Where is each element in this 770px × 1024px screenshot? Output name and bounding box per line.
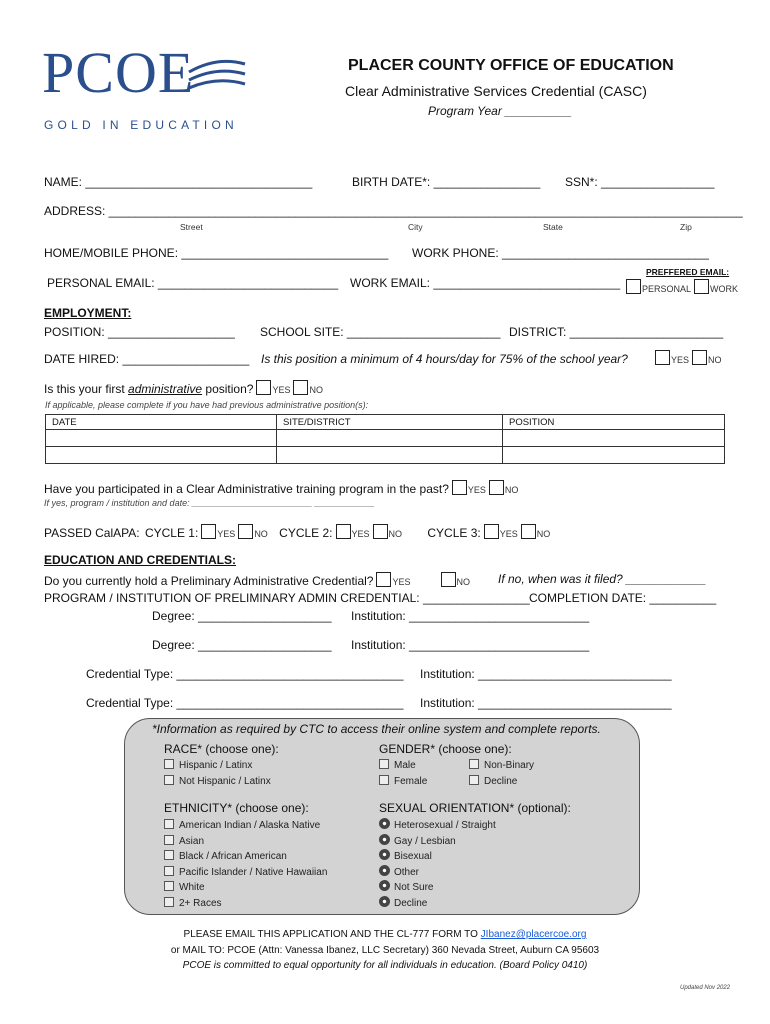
race-option[interactable] [164,774,279,790]
employment-heading: EMPLOYMENT: [44,306,132,320]
preferred-work-checkbox[interactable] [694,279,709,294]
minimum-hours-question: Is this position a minimum of 4 hours/day for 75% of the school year? [261,352,628,366]
preferred-personal-checkbox[interactable] [626,279,641,294]
personal-email-field[interactable]: PERSONAL EMAIL: ___________________________ [47,276,339,290]
degree-institution-field-1[interactable]: Institution: ___________________________ [351,609,590,623]
preferred-work-label: WORK [710,284,739,294]
prelim-question-text: Do you currently hold a Preliminary Administrative Credential? [44,574,374,588]
name-field[interactable]: NAME: __________________________________ [44,175,313,189]
education-heading: EDUCATION AND CREDENTIALS: [44,553,236,567]
first-admin-text-post: position? [202,382,254,396]
orientation-option-label: Not Sure [394,882,434,893]
gender-heading: GENDER* (choose one): [379,742,512,756]
training-yes-label: YES [467,485,486,495]
first-admin-yes-label: YES [272,385,291,395]
gender-option-label: Female [394,775,428,787]
ethnicity-option-label: American Indian / Alaska Native [179,820,321,831]
degree-field-2[interactable]: Degree: ____________________ [152,638,332,652]
program-year[interactable]: Program Year __________ [428,104,572,118]
orientation-option[interactable] [379,834,571,850]
first-admin-text-pre: Is this your first [44,382,129,396]
ethnicity-option[interactable] [164,849,327,865]
training-question [44,480,518,496]
orientation-section [379,801,571,911]
footer-equal-opportunity: PCOE is committed to equal opportunity for all individuals in education. (Board Policy 0410) [182,960,588,971]
preferred-email-label: PREFFERED EMAIL: [646,267,730,277]
ssn-field[interactable]: SSN*: _________________ [565,175,715,189]
ethnicity-option[interactable] [164,834,327,850]
orientation-radio-icon[interactable] [379,849,390,860]
logo-tagline: GOLD IN EDUCATION [44,118,238,132]
ctc-note: *Information as required by CTC to access their online system and complete reports. [152,722,601,736]
cycle1-yes-label: YES [217,529,236,539]
work-phone-field[interactable]: WORK PHONE: _______________________________ [412,246,709,260]
first-admin-no-checkbox[interactable] [293,380,308,395]
race-option-checkbox[interactable] [164,775,174,785]
ethnicity-option-checkbox[interactable] [164,866,174,876]
school-site-field[interactable]: SCHOOL SITE: _______________________ [260,325,501,339]
ethnicity-option-label: White [179,882,205,893]
updated-date: Updated Nov 2022 [680,985,731,991]
gender-option[interactable] [469,760,534,771]
min-hours-yes-label: YES [671,355,690,365]
gender-option-checkbox[interactable] [379,775,389,785]
ethnicity-option-checkbox[interactable] [164,897,174,907]
page-subtitle: Clear Administrative Services Credential (CASC) [345,83,647,99]
footer-mail-line: or MAIL TO: PCOE (Attn: Vanessa Ibanez, LLC Secretary) 360 Nevada Street, Auburn CA 95603 [170,945,600,956]
table-cell[interactable] [46,430,277,447]
gender-option-label: Non-Binary [484,760,535,771]
district-field[interactable]: DISTRICT: _______________________ [509,325,724,339]
ethnicity-option[interactable] [164,818,327,834]
ethnicity-option-label: 2+ Races [179,897,222,909]
ethnicity-option[interactable] [164,896,327,912]
orientation-heading: SEXUAL ORIENTATION* (optional): [379,801,571,815]
prelim-yes-label: YES [392,577,411,587]
table-header-date: DATE [46,415,277,430]
previous-position-note: If applicable, please complete if you have had previous administrative position(s): [45,400,369,410]
gender-option[interactable] [379,758,469,774]
orientation-radio-icon[interactable] [379,834,390,845]
cycle2-no-label: NO [388,529,403,539]
orientation-radio-icon[interactable] [379,865,390,876]
orientation-option-label: Heterosexual / Straight [394,820,496,831]
cycle3-no-checkbox[interactable] [521,524,536,539]
cycle1-label: CYCLE 1: [144,526,199,540]
pcoe-logo [42,40,257,136]
prelim-no-checkbox[interactable] [441,572,456,587]
preferred-personal-label: PERSONAL [642,284,692,294]
gender-option-checkbox[interactable] [469,775,479,785]
orientation-option-label: Bisexual [394,851,432,862]
orientation-option[interactable] [379,865,571,881]
table-cell[interactable] [277,430,503,447]
race-option-checkbox[interactable] [164,759,174,769]
table-row [46,447,725,464]
table-cell[interactable] [503,430,725,447]
gender-option-label: Male [394,760,416,771]
orientation-option[interactable] [379,849,571,865]
table-row [46,430,725,447]
cycle2-no-checkbox[interactable] [373,524,388,539]
prelim-yes-checkbox[interactable] [376,572,391,587]
table-cell[interactable] [277,447,503,464]
logo-wordmark: PCOE [42,40,195,105]
orientation-option-label: Gay / Lesbian [394,835,456,847]
table-cell[interactable] [503,447,725,464]
training-no-label: NO [504,485,519,495]
min-hours-yes-checkbox[interactable] [655,350,670,365]
first-admin-question [44,380,323,396]
first-admin-text-emph: administrative [128,382,203,396]
ethnicity-option-label: Asian [179,835,205,847]
gender-option-label: Decline [484,775,518,787]
credential-institution-field-1[interactable]: Institution: _____________________________ [420,667,672,681]
completion-date-field[interactable]: COMPLETION DATE: __________ [529,591,717,605]
date-hired-field[interactable]: DATE HIRED: ___________________ [44,352,250,366]
training-question-text: Have you participated in a Clear Administrative training program in the past? [44,482,449,496]
table-cell[interactable] [46,447,277,464]
minimum-hours-options [652,350,722,366]
calapa-row [44,524,550,540]
page-title: PLACER COUNTY OFFICE OF EDUCATION [348,57,674,74]
race-heading: RACE* (choose one): [164,742,279,756]
table-header-row [46,415,725,430]
ethnicity-option-checkbox[interactable] [164,819,174,829]
race-option-label: Not Hispanic / Latinx [179,775,271,787]
cycle1-no-checkbox[interactable] [238,524,253,539]
min-hours-no-label: NO [708,355,722,365]
cycle3-yes-label: YES [499,529,518,539]
address-city-label: City [408,222,423,232]
orientation-option-label: Other [394,866,420,878]
cycle2-yes-label: YES [351,529,370,539]
gender-option[interactable] [469,776,517,787]
orientation-option[interactable] [379,896,571,912]
birth-date-field[interactable]: BIRTH DATE*: ________________ [352,175,541,189]
preferred-email-options [623,279,738,295]
position-field[interactable]: POSITION: ___________________ [44,325,235,339]
address-zip-label: Zip [680,222,692,232]
orientation-option-label: Decline [394,897,428,909]
ethnicity-option-checkbox[interactable] [164,881,174,891]
cycle3-yes-checkbox[interactable] [484,524,499,539]
credential-type-field-2[interactable]: Credential Type: __________________________________ [86,696,404,710]
credential-type-field-1[interactable]: Credential Type: __________________________________ [86,667,404,681]
ethnicity-option-label: Black / African American [179,851,287,862]
gender-option[interactable] [379,774,469,790]
degree-institution-field-2[interactable]: Institution: ___________________________ [351,638,590,652]
ethnicity-option[interactable] [164,865,327,881]
table-header-position: POSITION [503,415,725,430]
cycle3-label: CYCLE 3: [427,526,481,540]
filed-date-field[interactable]: If no, when was it filed? ____________ [498,572,707,586]
previous-positions-table [45,414,725,464]
credential-institution-field-2[interactable]: Institution: _____________________________ [420,696,672,710]
orientation-radio-icon[interactable] [379,880,390,891]
gender-row [379,758,534,774]
cycle1-no-label: NO [254,529,268,539]
gender-option-checkbox[interactable] [379,759,389,769]
prelim-no-label: NO [456,577,470,587]
footer-email-text: PLEASE EMAIL THIS APPLICATION AND THE CL-777 FORM TO [183,929,481,940]
training-no-checkbox[interactable] [489,480,504,495]
calapa-label: PASSED CalAPA: [44,526,140,540]
orientation-radio-icon[interactable] [379,896,390,907]
cycle2-yes-checkbox[interactable] [336,524,351,539]
address-state-label: State [543,222,563,232]
first-admin-yes-checkbox[interactable] [256,380,271,395]
cycle2-label: CYCLE 2: [279,526,333,540]
cycle3-no-label: NO [536,529,551,539]
table-header-site: SITE/DISTRICT [277,415,503,430]
min-hours-no-checkbox[interactable] [692,350,707,365]
gender-row [379,774,534,790]
training-yes-checkbox[interactable] [452,480,467,495]
first-admin-no-label: NO [309,385,323,395]
ethnicity-option-checkbox[interactable] [164,850,174,860]
footer-email-link[interactable]: JIbanez@placercoe.org [480,929,587,940]
orientation-option[interactable] [379,818,571,834]
address-street-label: Street [180,222,203,232]
race-option[interactable] [164,758,279,774]
ethnicity-section [164,801,327,911]
prelim-credential-question [44,572,470,588]
ethnicity-option[interactable] [164,880,327,896]
ethnicity-option-label: Pacific Islander / Native Hawaiian [179,866,328,878]
orientation-option[interactable] [379,880,571,896]
race-section [164,742,279,789]
ethnicity-heading: ETHNICITY* (choose one): [164,801,309,815]
work-email-field[interactable]: WORK EMAIL: ____________________________ [350,276,621,290]
cycle1-yes-checkbox[interactable] [201,524,216,539]
gender-section [379,742,534,789]
footer-email-line [0,929,770,940]
address-field[interactable]: ADDRESS: _______________________________________________________________________________________________ [44,204,743,218]
ethnicity-option-checkbox[interactable] [164,835,174,845]
degree-field-1[interactable]: Degree: ____________________ [152,609,332,623]
gender-option-checkbox[interactable] [469,759,479,769]
training-details-field[interactable]: If yes, program / institution and date: ________________________ ____________ [44,498,375,508]
program-institution-field[interactable]: PROGRAM / INSTITUTION OF PRELIMINARY ADMIN CREDENTIAL: ________________ [44,591,530,605]
race-option-label: Hispanic / Latinx [179,760,253,771]
logo-swoosh-icon [187,54,247,94]
home-phone-field[interactable]: HOME/MOBILE PHONE: _______________________________ [44,246,389,260]
orientation-radio-icon[interactable] [379,818,390,829]
